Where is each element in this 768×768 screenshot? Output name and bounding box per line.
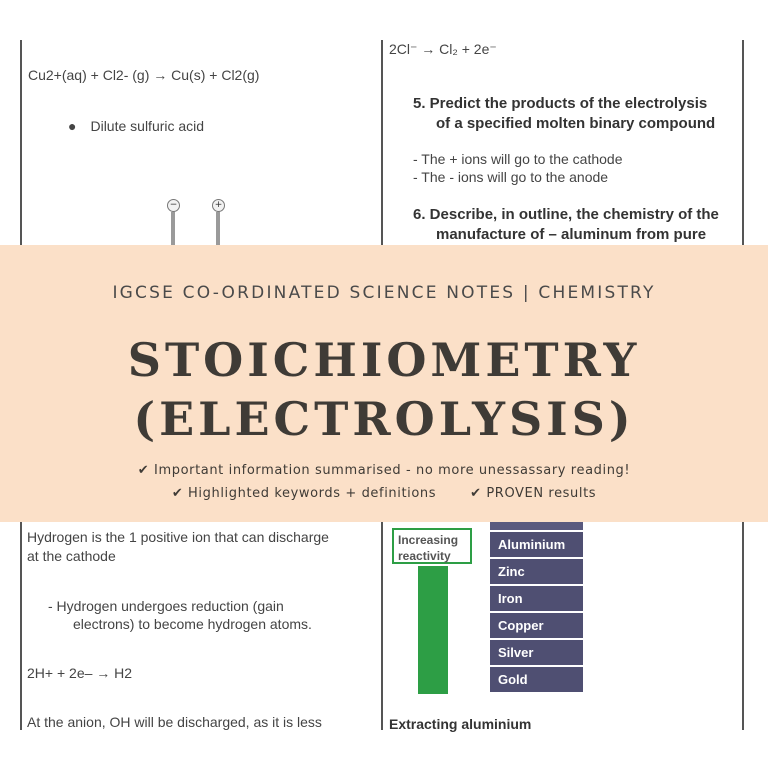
cation-note: - The + ions will go to the cathode (413, 151, 623, 167)
anion-cutoff-text: At the anion, OH will be discharged, as it is less (27, 714, 322, 730)
feature-bullet-row (0, 486, 768, 501)
feature-bullet-keywords: ✔ Highlighted keywords + definitions (171, 486, 437, 501)
reactivity-series-list (490, 512, 583, 694)
question-6-line-1: 6. Describe, in outline, the chemistry of the (413, 206, 719, 223)
banner-subtitle: IGCSE CO-ORDINATED SCIENCE NOTES | CHEMISTRY (112, 283, 656, 303)
feature-bullet-summary: ✔ Important information summarised - no more unessassary reading! (137, 463, 631, 478)
list-item (68, 118, 204, 134)
title-banner (0, 245, 768, 522)
metal-iron: Iron (490, 586, 583, 611)
question-6-line-2: manufacture of – aluminum from pure (436, 226, 707, 243)
chloride-equation: 2Cl⁻ → Cl₂ + 2e⁻ (389, 41, 497, 57)
metal-zinc: Zinc (490, 559, 583, 584)
anion-note: - The - ions will go to the anode (413, 169, 609, 185)
reactivity-arrow-bar (418, 566, 448, 694)
cathode-minus-icon: − (167, 199, 180, 212)
metal-silver: Silver (490, 640, 583, 665)
banner-title-line-1: STOICHIOMETRY (127, 333, 641, 387)
hydrogen-reduction-line-2: electrons) to become hydrogen atoms. (73, 616, 312, 632)
metal-aluminium: Aluminium (490, 532, 583, 557)
metal-gold: Gold (490, 667, 583, 692)
feature-bullet-results: ✔ PROVEN results (470, 486, 597, 501)
question-5-line-1: 5. Predict the products of the electrolysis (413, 95, 708, 112)
hydrogen-reduction-line-1: - Hydrogen undergoes reduction (gain (48, 598, 284, 614)
bullet-dot-icon: ● (68, 118, 77, 134)
hydrogen-line-1: Hydrogen is the 1 positive ion that can discharge (27, 529, 329, 545)
hydrogen-equation: 2H+ + 2e– → H2 (27, 665, 133, 681)
copper-chloride-equation: Cu2+(aq) + Cl2- (g) → Cu(s) + Cl2(g) (28, 67, 260, 83)
question-5-line-2: of a specified molten binary compound (436, 115, 716, 132)
banner-title-line-2: (ELECTROLYSIS) (133, 392, 635, 446)
hydrogen-line-2: at the cathode (27, 548, 116, 564)
extracting-aluminium-heading: Extracting aluminium (389, 716, 532, 732)
anode-plus-icon: + (212, 199, 225, 212)
metal-copper: Copper (490, 613, 583, 638)
increasing-reactivity-label: Increasing reactivity (392, 528, 472, 564)
dilute-sulfuric-acid-text: Dilute sulfuric acid (90, 118, 205, 134)
